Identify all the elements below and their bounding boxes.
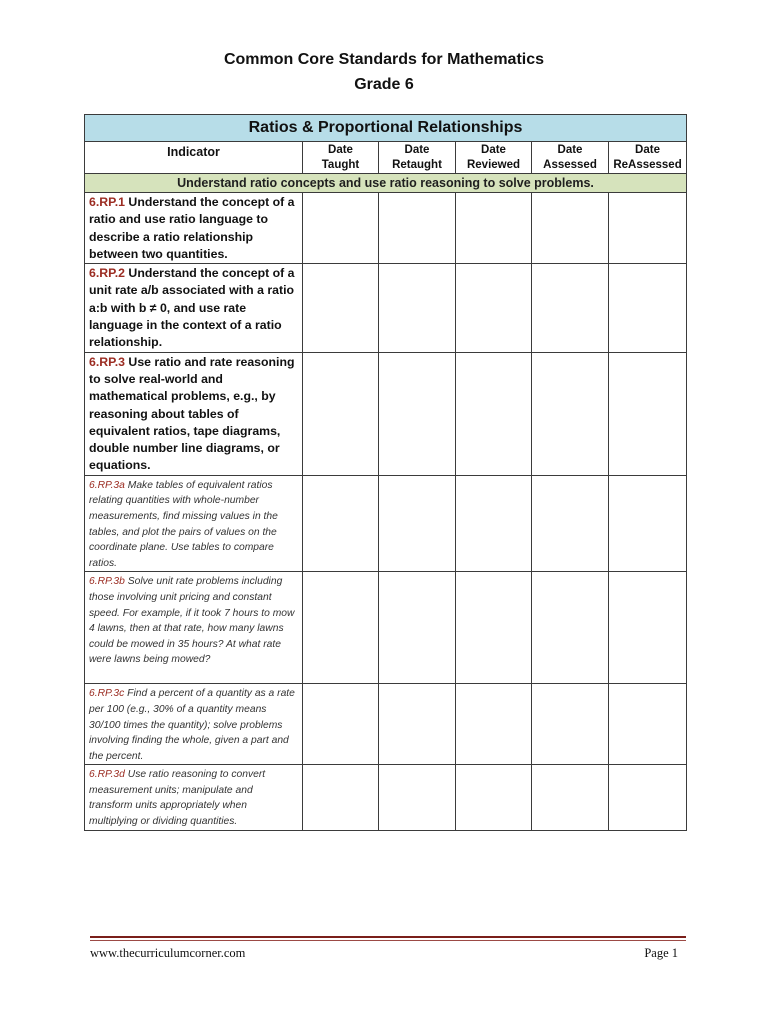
date-reassessed-cell[interactable] <box>609 193 687 264</box>
date-reviewed-cell[interactable] <box>456 572 532 684</box>
header-date-assessed: Date Assessed <box>532 142 609 174</box>
standard-text: Understand the concept of a ratio and use ratio language to describe a ratio relationship between two quantities. <box>89 195 295 261</box>
date-reviewed-cell[interactable] <box>456 684 532 765</box>
date-assessed-cell[interactable] <box>532 193 609 264</box>
header-indicator: Indicator <box>85 142 303 174</box>
standard-code: 6.RP.3b <box>89 576 125 588</box>
indicator-cell <box>85 193 303 264</box>
date-reviewed-cell[interactable] <box>456 765 532 830</box>
date-taught-cell[interactable] <box>303 765 379 830</box>
date-taught-cell[interactable] <box>303 572 379 684</box>
date-reassessed-cell[interactable] <box>609 475 687 572</box>
date-taught-cell[interactable] <box>303 684 379 765</box>
footer-divider <box>90 936 686 938</box>
date-retaught-cell[interactable] <box>379 572 456 684</box>
standard-code: 6.RP.3a <box>89 479 125 491</box>
standard-code: 6.RP.2 <box>89 266 126 281</box>
standard-text: Solve unit rate problems including those involving unit pricing and constant speed. For example, if it took 7 hours to mow 4 lawns, then at that rate, how many lawns could be mowed in 35 hours? At what rate were lawns being mowed? <box>89 576 295 666</box>
indicator-cell <box>85 684 303 765</box>
date-reassessed-cell[interactable] <box>609 352 687 475</box>
date-assessed-cell[interactable] <box>532 475 609 572</box>
standard-text: Use ratio reasoning to convert measurement units; manipulate and transform units appropriately when multiplying or dividing quantities. <box>89 769 266 828</box>
table-row <box>85 572 687 684</box>
standard-code: 6.RP.3c <box>89 688 125 700</box>
standard-code: 6.RP.1 <box>89 195 126 209</box>
standard-code: 6.RP.3d <box>89 769 125 781</box>
date-reviewed-cell[interactable] <box>456 193 532 264</box>
header-date-taught: Date Taught <box>303 142 379 174</box>
indicator-cell <box>85 264 303 352</box>
date-reassessed-cell[interactable] <box>609 572 687 684</box>
date-assessed-cell[interactable] <box>532 572 609 684</box>
header-date-reassessed: Date ReAssessed <box>609 142 687 174</box>
standard-code: 6.RP.3 <box>89 354 126 369</box>
standard-text: Understand the concept of a unit rate a/b associated with a ratio a:b with b ≠ 0, and use rate language in the context of a ratio relationship. <box>89 266 295 350</box>
table-row <box>85 352 687 475</box>
date-retaught-cell[interactable] <box>379 475 456 572</box>
standards-table <box>84 114 687 831</box>
table-row <box>85 475 687 572</box>
indicator-cell <box>85 765 303 830</box>
document-title: Common Core Standards for Mathematics <box>223 51 545 68</box>
indicator-cell <box>85 475 303 572</box>
date-taught-cell[interactable] <box>303 475 379 572</box>
indicator-cell <box>85 352 303 475</box>
standard-text: Use ratio and rate reasoning to solve real-world and mathematical problems, e.g., by reasoning about tables of equivalent ratios, tape diagrams, double number line diagrams, or equations. <box>89 354 295 473</box>
header-date-reviewed: Date Reviewed <box>456 142 532 174</box>
table-row <box>85 684 687 765</box>
table-row <box>85 765 687 830</box>
document-subtitle: Grade 6 <box>354 76 414 93</box>
footer-website: www.thecurriculumcorner.com <box>90 946 246 960</box>
header-date-retaught: Date Retaught <box>379 142 456 174</box>
standard-text: Find a percent of a quantity as a rate per 100 (e.g., 30% of a quantity means 30/100 times the quantity); solve problems involving finding the whole, given a part and the percent. <box>89 688 295 762</box>
date-reviewed-cell[interactable] <box>456 475 532 572</box>
date-reviewed-cell[interactable] <box>456 352 532 475</box>
indicator-cell <box>85 572 303 684</box>
footer-divider-thin <box>90 940 686 941</box>
page-number: Page 1 <box>644 946 678 960</box>
date-assessed-cell[interactable] <box>532 264 609 352</box>
date-retaught-cell[interactable] <box>379 765 456 830</box>
standard-text: Make tables of equivalent ratios relating quantities with whole-number measurements, find missing values in the tables, and plot the pairs of values on the coordinate plane. Use tables to compare ratios. <box>89 479 278 569</box>
date-taught-cell[interactable] <box>303 264 379 352</box>
date-reassessed-cell[interactable] <box>609 264 687 352</box>
date-retaught-cell[interactable] <box>379 684 456 765</box>
date-retaught-cell[interactable] <box>379 193 456 264</box>
date-taught-cell[interactable] <box>303 352 379 475</box>
cluster-heading: Understand ratio concepts and use ratio reasoning to solve problems. <box>85 174 687 193</box>
date-retaught-cell[interactable] <box>379 352 456 475</box>
date-reassessed-cell[interactable] <box>609 684 687 765</box>
date-taught-cell[interactable] <box>303 193 379 264</box>
date-retaught-cell[interactable] <box>379 264 456 352</box>
date-reassessed-cell[interactable] <box>609 765 687 830</box>
date-reviewed-cell[interactable] <box>456 264 532 352</box>
section-title: Ratios & Proportional Relationships <box>85 115 687 142</box>
date-assessed-cell[interactable] <box>532 352 609 475</box>
date-assessed-cell[interactable] <box>532 684 609 765</box>
table-row <box>85 264 687 352</box>
table-row <box>85 193 687 264</box>
date-assessed-cell[interactable] <box>532 765 609 830</box>
